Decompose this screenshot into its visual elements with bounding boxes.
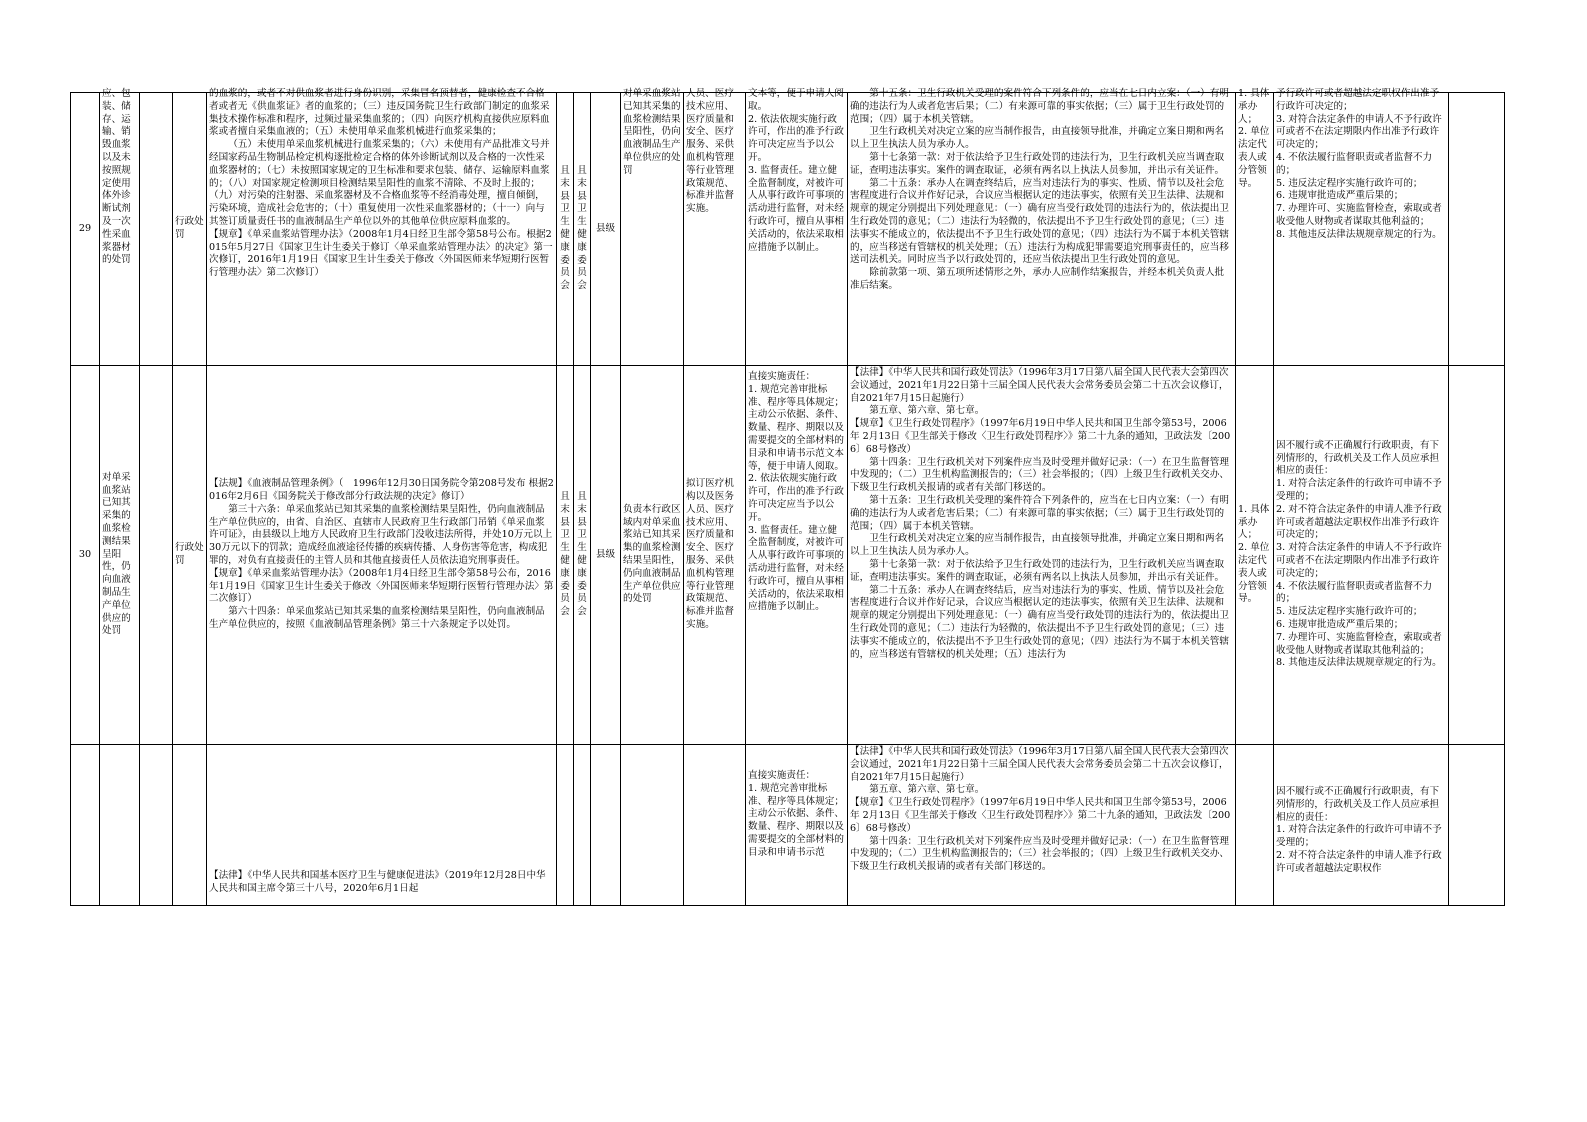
implementing-dept: 且末县卫生健康委员会	[557, 93, 574, 366]
accountability-cases: 因不履行或不正确履行行政职责，有下列情形的，行政机关及工作人员应承担相应的责任： 1. 对符合法定条件的行政许可申请不予受理的； 2. 对不符合法定条件的申请人准予行政许可或者超越法定职权作出准予行政许可决定的； 3. 对符合法定条件的申请人不予行政许可或者不在法定期限内作出准予行政许可决定的； 4. 不依法履行监督职责或者监督不力的； 5. 违反法定程序实施行政许可的； 6. 违规审批造成严重后果的； 7. 办理许可、实施监督检查，索取或者收受他人财物或者谋取其他利益的； 8. 其他违反法律法规规章规定的行为。	[1274, 366, 1449, 745]
implementing-dept: 且末县卫生健康委员会	[557, 366, 574, 745]
accountability-cases: 因不履行或不正确履行行政职责，有下列情形的，行政机关及工作人员应承担相应的责任： 1. 对符合法定条件的行政许可申请不予受理的； 2. 对不符合法定条件的申请人准予行政许可或者超越法定职权作	[1274, 745, 1449, 906]
item-type: 行政处罚	[173, 366, 207, 745]
remarks	[1449, 366, 1505, 745]
responsible-dept	[574, 745, 591, 906]
remarks	[1449, 93, 1505, 366]
item-name: 对单采血浆站已知其采集的血浆检测结果呈阳性，仍向血液制品生产单位供应的处罚	[100, 366, 140, 745]
responsible-dept: 且末县卫生健康委员会	[574, 366, 591, 745]
responsibility-subject: 1. 具体承办人； 2. 单位法定代表人或分管领导。	[1236, 93, 1274, 366]
power-list-table	[70, 88, 1505, 906]
responsible-dept: 且末县卫生健康委员会	[574, 93, 591, 366]
document-page	[70, 88, 1504, 906]
responsible-subject: 拟订医疗机构以及医务人员、医疗技术应用、医疗质量和安全、医疗服务、采供血机构管理等行业管理政策规范、标准并监督实施。	[684, 366, 746, 745]
blank-cell	[140, 93, 173, 366]
item-name	[100, 745, 140, 906]
legal-basis: 【法规】《血液制品管理条例》（ 1996年12月30日国务院令第208号发布 根据2016年2月6日《国务院关于修改部分行政法规的决定》修订） 第三十六条：单采血浆站已知其采集的血浆检测结果呈阳性，仍向血液制品生产单位供应的，由省、自治区、直辖市人民政府卫生行政部门吊销《单采血浆许可证》，由县级以上地方人民政府卫生行政部门没收违法所得，并处10万元以上30万元以下的罚款；造成经血液途径传播的疾病传播、人身伤害等危害，构成犯罪的，对负有直接责任的主管人员和其他直接责任人员依法追究刑事责任。 【规章】《单采血浆站管理办法》（2008年1月4日经卫生部令第58号公布，2016年1月19日《国家卫生计生委关于修改〈外国医师来华短期行医暂行管理办法〉第二次修订） 第六十四条：单采血浆站已知其采集的血浆检测结果呈阳性，仍向血液制品生产单位供应的，按照《血液制品管理条例》第三十六条规定予以处罚。	[207, 366, 557, 745]
responsibility-subject: 1. 具体承办人； 2. 单位法定代表人或分管领导。	[1236, 366, 1274, 745]
legal-basis: 的血浆的，或者不对供血浆者进行身份识别，采集冒名顶替者，健康检查不合格者或者无《供血浆证》者的血浆的；（三）违反国务院卫生行政部门制定的血浆采集技术操作标准和程序，过频过量采集血浆的；（四）向医疗机构直接供应原料血浆或者擅自采集血液的；（五）未使用单采血浆机械进行血浆采集的； （五）未使用单采血浆机械进行血浆采集的；（六）未使用有产品批准文号并经国家药品生物制品检定机构逐批检定合格的体外诊断试剂以及合格的一次性采血浆器材的；（七）未按照国家规定的卫生标准和要求包装、储存、运输原料血浆的；（八）对国家规定检测项目检测结果呈阳性的血浆不清除、不及时上报的；（九）对污染的注射器、采血浆器材及不合格血浆等不经消毒处理，擅自倾倒，污染环境，造成社会危害的；（十）重复使用一次性采血浆器材的；（十一）向与其签订质量责任书的血液制品生产单位以外的其他单位供应原料血浆的。 【规章】《单采血浆站管理办法》（2008年1月4日经卫生部令第58号公布。根据2015年5月27日《国家卫生计生委关于修订〈单采血浆站管理办法〉的决定》第一次修订，2016年1月19日《国家卫生计生委关于修改〈外国医师来华短期行医暂行管理办法〉第二次修订）	[207, 93, 557, 366]
table-row	[71, 366, 1505, 745]
table-row	[71, 745, 1505, 906]
table-row	[71, 93, 1505, 366]
row-number: 29	[71, 93, 100, 366]
duty-items: 直接实施责任： 1. 规范完善审批标准、程序等具体规定；主动公示依据、条件、数量、程序、期限以及需要提交的全部材料的目录和申请书示范	[746, 745, 848, 906]
duty-items: 直接实施责任： 1. 规范完善审批标准、程序等具体规定；主动公示依据、条件、数量、程序、期限以及需要提交的全部材料的目录和申请书示范文本等，便于申请人阅取。 2. 依法依规实施行政许可，作出的准予行政许可决定应当予以公开。 3. 监督责任。建立健全监督制度，对被许可人从事行政许可事项的活动进行监督，对未经行政许可，擅自从事相关活动的，依法采取相应措施予以制止。	[746, 366, 848, 745]
responsible-subject: 人员、医疗技术应用、医疗质量和安全、医疗服务、采供血机构管理等行业管理政策规范、标准并监督实施。	[684, 93, 746, 366]
responsible-subject	[684, 745, 746, 906]
item-type: 行政处罚	[173, 93, 207, 366]
accountability-cases: 予行政许可或者超越法定职权作出准予行政许可决定的； 3. 对符合法定条件的申请人不予行政许可或者不在法定期限内作出准予行政许可决定的； 4. 不依法履行监督职责或者监督不力的； 5. 违反法定程序实施行政许可的； 6. 违规审批造成严重后果的； 7. 办理许可、实施监督检查，索取或者收受他人财物或者谋取其他利益的； 8. 其他违反法律法规规章规定的行为。	[1274, 93, 1449, 366]
admin-level: 县级	[591, 93, 621, 366]
power-content: 对单采血浆站已知其采集的血浆检测结果呈阳性，仍向血液制品生产单位供应的处罚	[621, 93, 684, 366]
power-content	[621, 745, 684, 906]
procedure-basis: 第十五条：卫生行政机关受理的案件符合下列条件的，应当在七日内立案：（一）有明确的违法行为人或者危害后果；（二）有来源可靠的事实依据；（三）属于卫生行政处罚的范围；（四）属于本机关管辖。 卫生行政机关对决定立案的应当制作报告，由直接领导批准，并确定立案日期和两名以上卫生执法人员为承办人。 第十七条第一款：对于依法给予卫生行政处罚的违法行为，卫生行政机关应当调查取证，查明违法事实。案件的调查取证，必须有两名以上执法人员参加，并出示有关证件。 第二十五条：承办人在调查终结后，应当对违法行为的事实、性质、情节以及社会危害程度进行合议并作好记录，合议应当根据认定的违法事实，依照有关卫生法律、法规和规章的规定分别提出下列处理意见：（一）确有应当受行政处罚的违法行为的，依法提出卫生行政处罚的意见；（二）违法行为轻微的，依法提出不予卫生行政处罚的意见；（三）违法事实不能成立的，依法提出不予卫生行政处罚的意见；（四）违法行为不属于本机关管辖的，应当移送有管辖权的机关处理；（五）违法行为构成犯罪需要追究刑事责任的，应当移送司法机关。同时应当予以行政处罚的，还应当依法提出卫生行政处罚的意见。 除前款第一项、第五项所述情形之外，承办人应制作结案报告，并经本机关负责人批准后结案。	[848, 93, 1236, 366]
admin-level: 县级	[591, 366, 621, 745]
legal-basis: 【法律】《中华人民共和国基本医疗卫生与健康促进法》（2019年12月28日中华人民共和国主席令第三十八号，2020年6月1日起	[207, 745, 557, 906]
procedure-basis: 【法律】《中华人民共和国行政处罚法》（1996年3月17日第八届全国人民代表大会第四次会议通过，2021年1月22日第十三届全国人民代表大会常务委员会第二十五次会议修订，自2021年7月15日起施行） 第五章、第六章、第七章。 【规章】《卫生行政处罚程序》（1997年6月19日中华人民共和国卫生部令第53号，2006年 2月13日《卫生部关于修改〈卫生行政处罚程序〉》第二十九条的通知，卫政法发〔2006〕68号修改） 第十四条：卫生行政机关对下列案件应当及时受理并做好记录：（一）在卫生监督管理中发现的；（二）卫生机构监测报告的；（三）社会举报的；（四）上级卫生行政机关交办、下级卫生行政机关报请的或者有关部门移送的。	[848, 745, 1236, 906]
row-number	[71, 745, 100, 906]
row-number: 30	[71, 366, 100, 745]
admin-level	[591, 745, 621, 906]
blank-cell	[140, 745, 173, 906]
procedure-basis: 【法律】《中华人民共和国行政处罚法》（1996年3月17日第八届全国人民代表大会第四次会议通过，2021年1月22日第十三届全国人民代表大会常务委员会第二十五次会议修订，自2021年7月15日起施行） 第五章、第六章、第七章。 【规章】《卫生行政处罚程序》（1997年6月19日中华人民共和国卫生部令第53号，2006年 2月13日《卫生部关于修改〈卫生行政处罚程序〉》第二十九条的通知，卫政法发〔2006〕68号修改） 第十四条：卫生行政机关对下列案件应当及时受理并做好记录：（一）在卫生监督管理中发现的；（二）卫生机构监测报告的；（三）社会举报的；（四）上级卫生行政机关交办、下级卫生行政机关报请的或者有关部门移送的。 第十五条：卫生行政机关受理的案件符合下列条件的，应当在七日内立案：（一）有明确的违法行为人或者危害后果；（二）有来源可靠的事实依据；（三）属于卫生行政处罚的范围；（四）属于本机关管辖。 卫生行政机关对决定立案的应当制作报告，由直接领导批准，并确定立案日期和两名以上卫生执法人员为承办人。 第十七条第一款：对于依法给予卫生行政处罚的违法行为，卫生行政机关应当调查取证，查明违法事实。案件的调查取证，必须有两名以上执法人员参加，并出示有关证件。 第二十五条：承办人在调查终结后，应当对违法行为的事实、性质、情节以及社会危害程度进行合议并作好记录，合议应当根据认定的违法事实，依照有关卫生法律、法规和规章的规定分别提出下列处理意见：（一）确有应当受行政处罚的违法行为的，依法提出卫生行政处罚的意见；（二）违法行为轻微的，依法提出不予卫生行政处罚的意见；（三）违法事实不能成立的，依法提出不予卫生行政处罚的意见；（四）违法行为不属于本机关管辖的，应当移送有管辖权的机关处理；（五）违法行为	[848, 366, 1236, 745]
implementing-dept	[557, 745, 574, 906]
item-name: 应、包装、储存、运输、销毁血浆以及未按照规定使用体外诊断试剂及一次性采血浆器材的处罚	[100, 93, 140, 366]
remarks	[1449, 745, 1505, 906]
blank-cell	[140, 366, 173, 745]
item-type	[173, 745, 207, 906]
power-content: 负责本行政区域内对单采血浆站已知其采集的血浆检测结果呈阳性，仍向血液制品生产单位供应的处罚	[621, 366, 684, 745]
duty-items: 文本等，便于申请人阅取。 2. 依法依规实施行政许可，作出的准予行政许可决定应当予以公开。 3. 监督责任。建立健全监督制度，对被许可人从事行政许可事项的活动进行监督，对未经行政许可，擅自从事相关活动的，依法采取相应措施予以制止。	[746, 93, 848, 366]
responsibility-subject	[1236, 745, 1274, 906]
